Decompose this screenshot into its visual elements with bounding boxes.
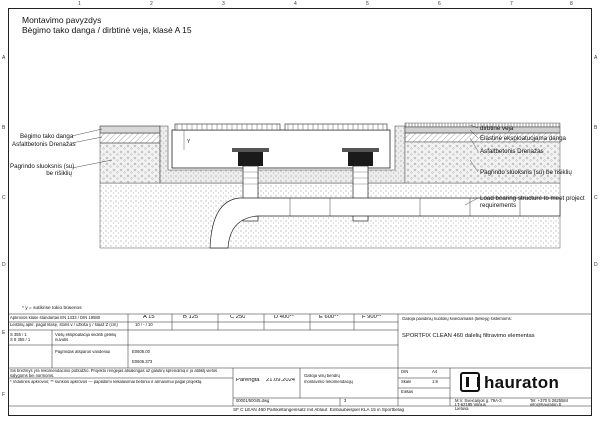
company-phone: Tel: +370 5 2625584 bbox=[530, 399, 569, 403]
label-elastic: Elastinė eksploatuojama danga bbox=[480, 135, 566, 142]
ref-left-2: S 8 355 / 1 bbox=[10, 338, 31, 342]
label-track-surface: Bėgimo tako danga bbox=[20, 133, 74, 140]
class-f900: F 900** bbox=[362, 315, 382, 320]
din-label: DIN bbox=[401, 370, 409, 374]
ref-mid-2: Pagrindas atsparus vandeniui bbox=[55, 350, 111, 354]
grid-col-7: 7 bbox=[510, 1, 513, 7]
footnote: * y = sutikrisе tokio būsenos bbox=[22, 306, 82, 311]
row2-value: 10 / - / 10 bbox=[135, 323, 153, 327]
label-asphalt-left: Asfaltbetonis Drenažas bbox=[12, 141, 76, 148]
product-name: SPORTFIX CLEAN 460 dalelių filtravimo elementas bbox=[402, 333, 535, 339]
grid-row-f: F bbox=[2, 392, 6, 398]
ref-mid-1: Vietų eksploatacija sėdinti gėlelių nuvutis bbox=[55, 333, 117, 342]
grid-row-c: C bbox=[2, 195, 6, 201]
validity-header: Galioja pavidinių nuotolių šviečiamasis (tiekėjų) sistemoms: bbox=[402, 317, 512, 321]
company-address-1: M.V. Šveicarijos g. 79A-3 bbox=[455, 399, 502, 403]
grid-row-a-right: A bbox=[594, 55, 598, 61]
class-e600: E 600** bbox=[319, 315, 339, 320]
scale-info-2: montavimo rekomendacijų bbox=[304, 380, 353, 384]
class-c250: C 250 bbox=[230, 315, 246, 320]
class-d400: D 400** bbox=[274, 315, 294, 320]
company-address-2: LT-62185 Vilnius bbox=[455, 403, 486, 407]
company-name: hauraton bbox=[484, 373, 560, 392]
grid-row-b: B bbox=[2, 125, 6, 131]
drawn-date: 21.09.2024 bbox=[266, 378, 296, 383]
row2-label: Leistinų apkr. pagal klasę, storis v / užkiša y / šlaaž Z (cm) bbox=[10, 323, 118, 327]
drawn-label: Parengta bbox=[236, 378, 260, 383]
label-load-2: requirements bbox=[480, 202, 517, 209]
grid-row-b-right: B bbox=[594, 125, 598, 131]
din-value: A4 bbox=[432, 370, 438, 374]
grid-row-d: D bbox=[2, 262, 6, 268]
grid-col-1: 1 bbox=[78, 1, 81, 7]
hauraton-logo-icon bbox=[460, 372, 480, 392]
grid-col-5: 5 bbox=[366, 1, 369, 7]
edition-label: Eilišas bbox=[401, 390, 414, 394]
ref-left-1: S 355 / 1 bbox=[10, 333, 27, 337]
scale-value: 1:8 bbox=[432, 380, 438, 384]
label-asphalt-right: Asfaltbetonis Drenažas bbox=[480, 148, 544, 155]
scale-info-1: Galioja visų bendrų bbox=[304, 374, 340, 378]
grid-col-6: 6 bbox=[438, 1, 441, 7]
disclaimer-1: Šis brėžinys yra rekomendacinio pobūdžio. Projekto rengėjas atsakingas už galutinį sprendimą ir jo atitiktį vietos sąlygoms bei normoms. bbox=[10, 369, 218, 378]
class-a15: A 15 bbox=[143, 315, 155, 320]
grid-col-3: 3 bbox=[222, 1, 225, 7]
company-email: info@hauraton.lt bbox=[530, 403, 561, 407]
company-address-3: Lietuva bbox=[455, 407, 469, 411]
product-code-1: E0606.00 bbox=[132, 350, 150, 354]
grid-col-4: 4 bbox=[294, 1, 297, 7]
label-base-left-2: be rišiklių bbox=[46, 170, 72, 177]
grid-row-c-right: C bbox=[594, 195, 598, 201]
dimension-y: Y bbox=[187, 139, 191, 145]
grid-row-d-right: D bbox=[594, 262, 598, 268]
product-code-2: E0606.373 bbox=[132, 360, 153, 364]
grid-col-2: 2 bbox=[150, 1, 153, 7]
label-base-right: Pagrindo sluoksnis (su) be rišiklių bbox=[480, 169, 572, 176]
grid-row-a: A bbox=[2, 55, 6, 61]
label-base-left-1: Pagrindo sluoksnis (su) bbox=[10, 163, 75, 170]
file-name: 00001/50045.dwg bbox=[236, 399, 270, 403]
label-load-1: Load bearing structure to meet project bbox=[480, 195, 585, 202]
standard-row-label: Apkrovos klasė standartas EN 1433 / DIN 19580 bbox=[10, 316, 101, 320]
drawing-title: Montavimo pavyzdys bbox=[22, 15, 102, 25]
disclaimer-2: * Vidutinės apkrovos; ** sunkios apkrovos — papildomi reikalavimai betonui ir armavimui pagal projektą. bbox=[10, 380, 203, 384]
drawing-subtitle: Bėgimo tako danga / dirbtinė veja, klasė A 15 bbox=[22, 25, 192, 35]
footer-description: SF C LEAN 460 Partikelfangeinsatz mit Ablauf. Einbaubeispiel KLA 15 in Sportbelag bbox=[233, 408, 405, 412]
class-b125: B 125 bbox=[183, 315, 199, 320]
grid-row-e: E bbox=[2, 330, 6, 336]
company-logo bbox=[458, 370, 582, 398]
label-turf: dirbtinė veja bbox=[480, 125, 514, 132]
scale-label: Skalė bbox=[401, 380, 412, 384]
grid-col-8: 8 bbox=[570, 1, 573, 7]
sheet-number: 3 bbox=[344, 399, 347, 403]
